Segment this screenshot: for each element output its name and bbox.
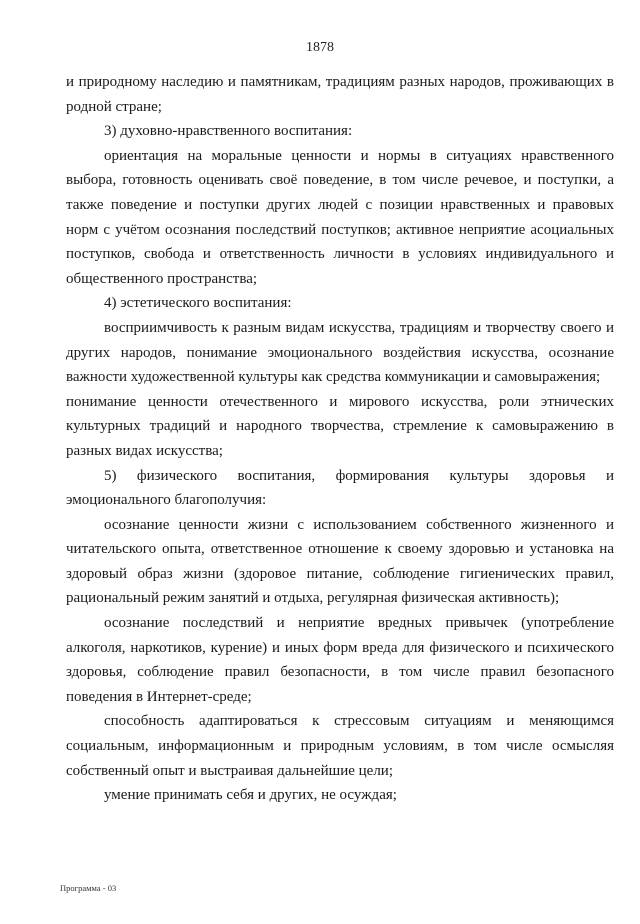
footer-label: Программа - 03: [60, 883, 117, 893]
section-heading-physical: 5) физического воспитания, формирования культуры здоровья и эмоционального благополучия:: [66, 467, 614, 509]
paragraph: осознание ценности жизни с использованием собственного жизненного и читательского опыта, ответственное отношение к своему здоровью и установка на здоровый образ жизни (здоровое питание, соблюдение гигиенических правил, рациональный режим занятий и отдыха, регулярная физическая активность);: [66, 516, 614, 607]
paragraph: способность адаптироваться к стрессовым ситуациям и меняющимся социальным, информационным и природным условиям, в том числе осмысляя собственный опыт и выстраивая дальнейшие цели;: [66, 713, 614, 779]
section-heading-aesthetic: 4) эстетического воспитания:: [104, 295, 292, 312]
body-text: [66, 70, 614, 808]
paragraph: осознание последствий и неприятие вредных привычек (употребление алкоголя, наркотиков, курение) и иных форм вреда для физического и психического здоровья, соблюдение правил безопасности, в том числе правил безопасного поведения в Интернет-среде;: [66, 615, 614, 705]
section-heading-spiritual: 3) духовно-нравственного воспитания:: [104, 123, 353, 140]
page-number: 1878: [306, 40, 334, 55]
paragraph: восприимчивость к разным видам искусства, традициям и творчеству своего и других народов, понимание эмоционального воздействия искусства, осознание важности художественной культуры как средства коммуникации и самовыражения;: [66, 319, 614, 386]
paragraph: умение принимать себя и других, не осуждая;: [104, 787, 397, 804]
paragraph-continuation: и природному наследию и памятникам, традициям разных народов, проживающих в родной стране;: [66, 74, 614, 115]
paragraph: понимание ценности отечественного и мирового искусства, роли этнических культурных традиций и народного творчества, стремление к самовыражению в разных видах искусства;: [66, 393, 614, 459]
paragraph: ориентация на моральные ценности и нормы в ситуациях нравственного выбора, готовность оценивать своё поведение, в том числе речевое, и поступки, а также поведение и поступки других людей с позиции нравственных и правовых норм с учётом осознания последствий поступков; активное неприятие асоциальных поступков, свобода и ответственность личности в условиях индивидуального и общественного пространства;: [66, 147, 614, 287]
